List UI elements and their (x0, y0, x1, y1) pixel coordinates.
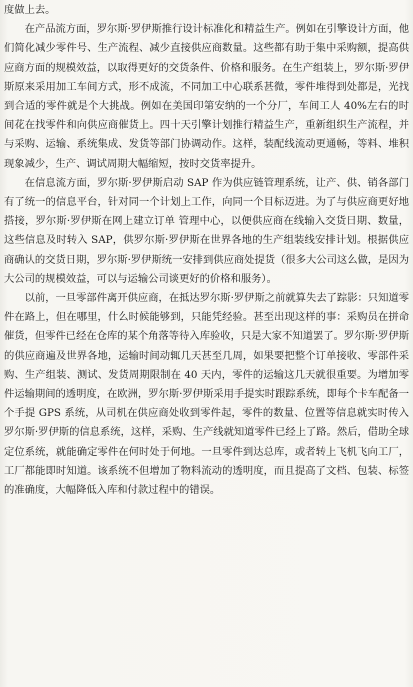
paragraph-information-flow: 在信息流方面，罗尔斯·罗伊斯启动 SAP 作为供应链管理系统，让产、供、销各部门有了统一的信息平台，针对同一个计划上工作，向同一个目标迈进。为了与供应商更好地搭接，罗尔斯·罗伊斯在网上建立订单 管理中心，以便供应商在线输入交货日期、数量，这些信息及时转入 SAP，供罗尔斯·罗伊斯在世界各地的生产组装线安排计划。根据供应商确认的交货日期，罗尔斯·罗伊斯统一安排到供应商处提货（很多大公司这么做，是因为大公司的规模效益，可以与运输公司谈更好的价格和服务）。 (4, 176, 409, 285)
paragraph-continuation: 度做上去。 (4, 4, 56, 16)
paragraph-logistics-tracking: 以前，一旦零部件离开供应商，在抵达罗尔斯·罗伊斯之前就算失去了踪影：只知道零件在路上，但在哪里，什么时候能够到，只能凭经验。甚至出现这样的事：采购员在拼命催货，但零件已经在仓库的某个角落等待入库验收，只是大家不知道罢了。罗尔斯·罗伊斯的供应商遍及世界各地，运输时间动辄几天甚至几周，如果要把整个订单接收、零部件采购、生产组装、测试、发货周期限制在 40 天内，零件的运输这几天就很重要。为增加零件运输期间的透明度，在欧洲，罗尔斯·罗伊斯采用手提实时跟踪系统，即每个卡车配备一个手提 GPS 系统，从司机在供应商处收到零件起，零件的数量、位置等信息就实时传入罗尔斯·罗伊斯的信息系统，这样，采购、生产线就知道零件已经上了路。然后，借助全球定位系统，就能确定零件在何时处于何地。一旦零件到达总库，或者转上飞机飞向工厂，工厂都能即时知道。该系统不但增加了物料流动的透明度，而且提高了文档、包装、标签的准确度，大幅降低入库和付款过程中的错误。 (4, 292, 409, 497)
paragraph-product-flow: 在产品流方面，罗尔斯·罗伊斯推行设计标准化和精益生产。例如在引擎设计方面，他们简化减少零件号、生产流程、减少直接供应商数量。这些都有助于集中采购额，提高供应商方面的规模效益，以取得更好的交货条件、价格和服务。在生产组装上，罗尔斯·罗伊斯原来采用加工车间方式，形不成流，不同加工中心联系甚微，零件堆得到处都是，光找到合适的零件就是个大挑战。例如在美国印第安纳的一个分厂，车间工人 40%左右的时间花在找零件和向供应商催货上。四十天引擎计划推行精益生产，重新组织生产流程，并与采购、运输、系统集成、发货等部门协调动作。这样，装配线流动更通畅，等料、堆积现象减少，生产、调试周期大幅缩短，按时交货率提升。 (4, 23, 409, 170)
document-body (4, 1, 409, 500)
